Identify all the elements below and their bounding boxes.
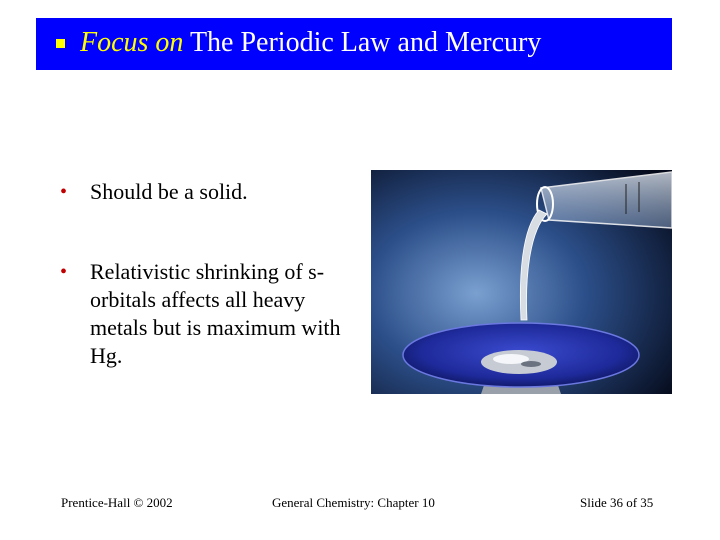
- title-italic: Focus on: [80, 27, 184, 58]
- slide-title: [80, 26, 541, 60]
- mercury-photo: [371, 170, 672, 394]
- title-bar: [36, 18, 672, 70]
- bullet-dot-icon: •: [60, 261, 68, 283]
- footer-slide-number: Slide 36 of 35: [580, 495, 654, 510]
- footer-chapter: General Chemistry: Chapter 10: [272, 495, 435, 510]
- footer-publisher: Prentice-Hall © 2002: [61, 495, 173, 510]
- bullet-dot-icon: •: [60, 181, 68, 203]
- title-rest: The Periodic Law and Mercury: [189, 27, 542, 58]
- bullet-text: Should be a solid.: [90, 179, 248, 204]
- square-bullet-icon: [56, 39, 65, 48]
- bullet-text: Relativistic shrinking of s-orbitals affects all heavy metals but is maximum with Hg.: [90, 259, 341, 368]
